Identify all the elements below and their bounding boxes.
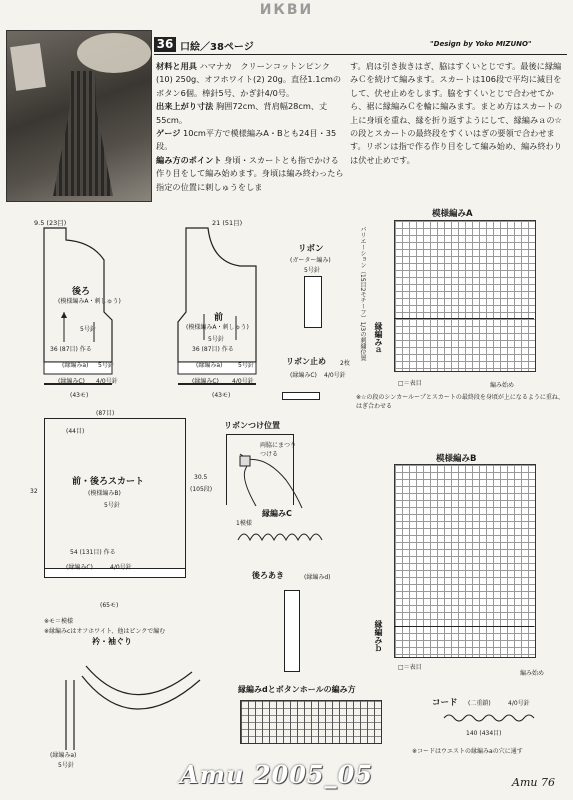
back-edge-a: (縁編みa) [62,362,89,369]
dress-shape [53,71,113,196]
ribbon-stop-needle: 4/0号針 [324,372,346,379]
gauge-label: ゲージ [156,128,181,139]
front-edge-c-needle: 4/0号針 [232,378,254,385]
ribbon-needle: 5号針 [304,267,320,274]
moti-note: ※モ＝模様 [44,618,74,625]
skirt-cast-on: 54 (131目) 作る [70,549,116,556]
skirt-height: 30.5 [194,474,208,481]
back-dim-top: 9.5 (23目) [34,219,67,227]
chart-a-grid [394,220,536,372]
front-bodice-diagram [160,212,280,398]
cord-sub: (二重鎖) [468,700,491,707]
cord-note: ※コードはウエストの縁編みaの穴に通す [412,748,523,755]
edge-c-title: 縁編みC [262,509,292,518]
front-dim-top: 21 (51目) [212,219,243,227]
neck-needle: 5号針 [58,762,74,769]
cord-length: 140 (434目) [466,730,502,737]
back-opening-band [284,590,300,672]
hat-shape [77,33,151,73]
front-cast-on: 36 (87目) 作る [192,346,234,353]
skirt-bottom-width: (65モ) [100,602,119,609]
ribbon-stop-shape [282,392,320,400]
cord-title: コード [432,698,458,708]
points-text: 身頃・スカートとも指でかける作り目をして編み始めます。身頃は編み終わったら指定の位置に刺しゅうをしま [156,154,344,192]
size-label: 出来上がり寸法 [156,101,214,112]
chart-a-side-note: バリエーション（15目2モチーフ）1/3の刺繍位置 [359,226,366,362]
card-shape [10,43,46,91]
back-edge-a-needle: 5号針 [98,362,114,369]
skirt-32: 32 [30,488,38,495]
front-title: 前 [214,313,224,323]
ribbon-stop-count: 2枚 [340,360,350,367]
front-width: (43モ) [212,392,231,399]
ribbon-bow [226,450,306,510]
front-edge-c: (縁編みC) [192,378,219,385]
ribbon-pos-note: 両脇にまつりつける [260,442,297,458]
materials-label: 材料と用具 [156,61,197,71]
edge-d-title: 縁編みdとボタンホールの編み方 [238,685,356,694]
back-edge-c-needle: 4/0号針 [96,378,118,385]
back-edge-c: (縁編みC) [58,378,85,385]
skirt-edge-c: (縁編みC) [66,564,93,571]
skirt-rows: (105段) [190,486,213,493]
size-text: 胸囲72cm、背肩幅28cm、丈55cm。 [156,101,328,125]
chart-b-title: 模様編みB [436,454,477,464]
chart-a-start: 編み始め [490,382,515,389]
ribbon-pos-title: リボンつけ位置 [224,421,280,430]
front-subtitle: (模様編みA・刺しゅう) [186,324,249,331]
back-title: 後ろ [72,287,91,297]
skirt-44: (44目) [66,428,85,435]
back-bodice-diagram [4,212,140,398]
dress-photo [6,30,152,202]
chart-b-legend: □＝表目 [398,664,422,671]
page-ref: 口絵／38ページ [180,42,254,53]
site-mark: ИКВИ [259,2,314,18]
front-edge-a: (縁編みa) [196,362,223,369]
materials-text: ハマナカ クリーンコットンピンク(10) 250g、オフホワイト(2) 20g。直径1.1cmのボタン6個。棒針5号、かぎ針4/0号。 [156,61,342,98]
chart-a-edge-label: 縁編みａ [374,322,383,354]
back-subtitle: (模様編みA・刺しゅう) [58,298,121,305]
back-cast-on: 36 (87目) 作る [50,346,92,353]
ribbon-stop-title: リボン止め [286,357,326,366]
instructions-left [156,60,344,194]
chart-a-edge-rule [394,318,534,319]
cord-needle: 4/0号針 [508,700,530,707]
ribbon-title: リボン [298,244,324,254]
skirt-subtitle: (模様編みB) [88,490,121,497]
chart-b-edge-label: 縁編みｂ [374,620,383,652]
pattern-number: 36 [154,37,176,52]
neck-title: 衿・袖ぐり [92,637,132,646]
points-label: 編み方のポイント [156,154,222,165]
neck-edge-a: (縁編みa) [50,752,77,759]
chart-b-grid [394,464,536,658]
back-opening-title: 後ろあき [252,571,284,580]
designer-credit: "Design by Yoko MIZUNO" [430,40,532,48]
chart-b-start: 編み始め [520,670,545,677]
chart-a-note: ※☆の段のシンカーループとスカートの最終段を身頃が上になるように重ね、はぎ合わせる [356,394,564,410]
skirt-top-width: (87目) [96,410,115,417]
page-number: Amu 76 [512,776,555,789]
chart-a-legend: □＝表目 [398,380,422,387]
color-note: ※縁編みcはオフホワイト、他はピンクで編む [44,628,166,635]
skirt-needle: 5号針 [104,502,120,509]
gauge-text: 10cm平方で模様編みA・Bとも24目・35段。 [156,128,337,152]
back-width: (43モ) [70,392,89,399]
watermark: Amu 2005_05 [180,760,374,789]
header-rule [154,54,567,55]
chart-b-edge-rule [394,626,534,627]
front-needle: 5号針 [208,336,224,343]
back-opening-sub: (縁編みd) [304,574,331,581]
ribbon-subtitle: (ガーター編み) [290,257,331,264]
chart-a-title: 模様編みA [432,209,473,219]
edge-d-chart [240,700,382,744]
ribbon-shape [304,276,322,328]
instructions-right: す。肩は引き抜きはぎ、脇はすくいとじです。最後に縁編みＣを続けて編みます。スカートは106段で平均に減目をして、伏せ止めをします。脇をすくいとじで合わせてから、裾に縁編みＣを輪に編みます。まとめ方はスカートの上に身頃を重ね、縁を折り返すようにして、縁編みａの☆の段とスカートの最終段をすくいはぎの要領で合わせます。リボンは指で作る作り目をして編み始め、編み終わりは伏せ止めです。 [350,61,563,165]
front-edge-a-needle: 5号針 [238,362,254,369]
neck-diagram [52,650,212,760]
skirt-title: 前・後ろスカート [72,477,145,487]
cord-chain [440,710,550,726]
edge-c-scallops [234,526,344,546]
skirt-edge-c-needle: 4/0号針 [110,564,132,571]
back-needle: 5号針 [80,326,96,333]
ribbon-stop-edge: (縁編みC) [290,372,317,379]
edge-c-one-pattern: 1模様 [236,520,252,527]
